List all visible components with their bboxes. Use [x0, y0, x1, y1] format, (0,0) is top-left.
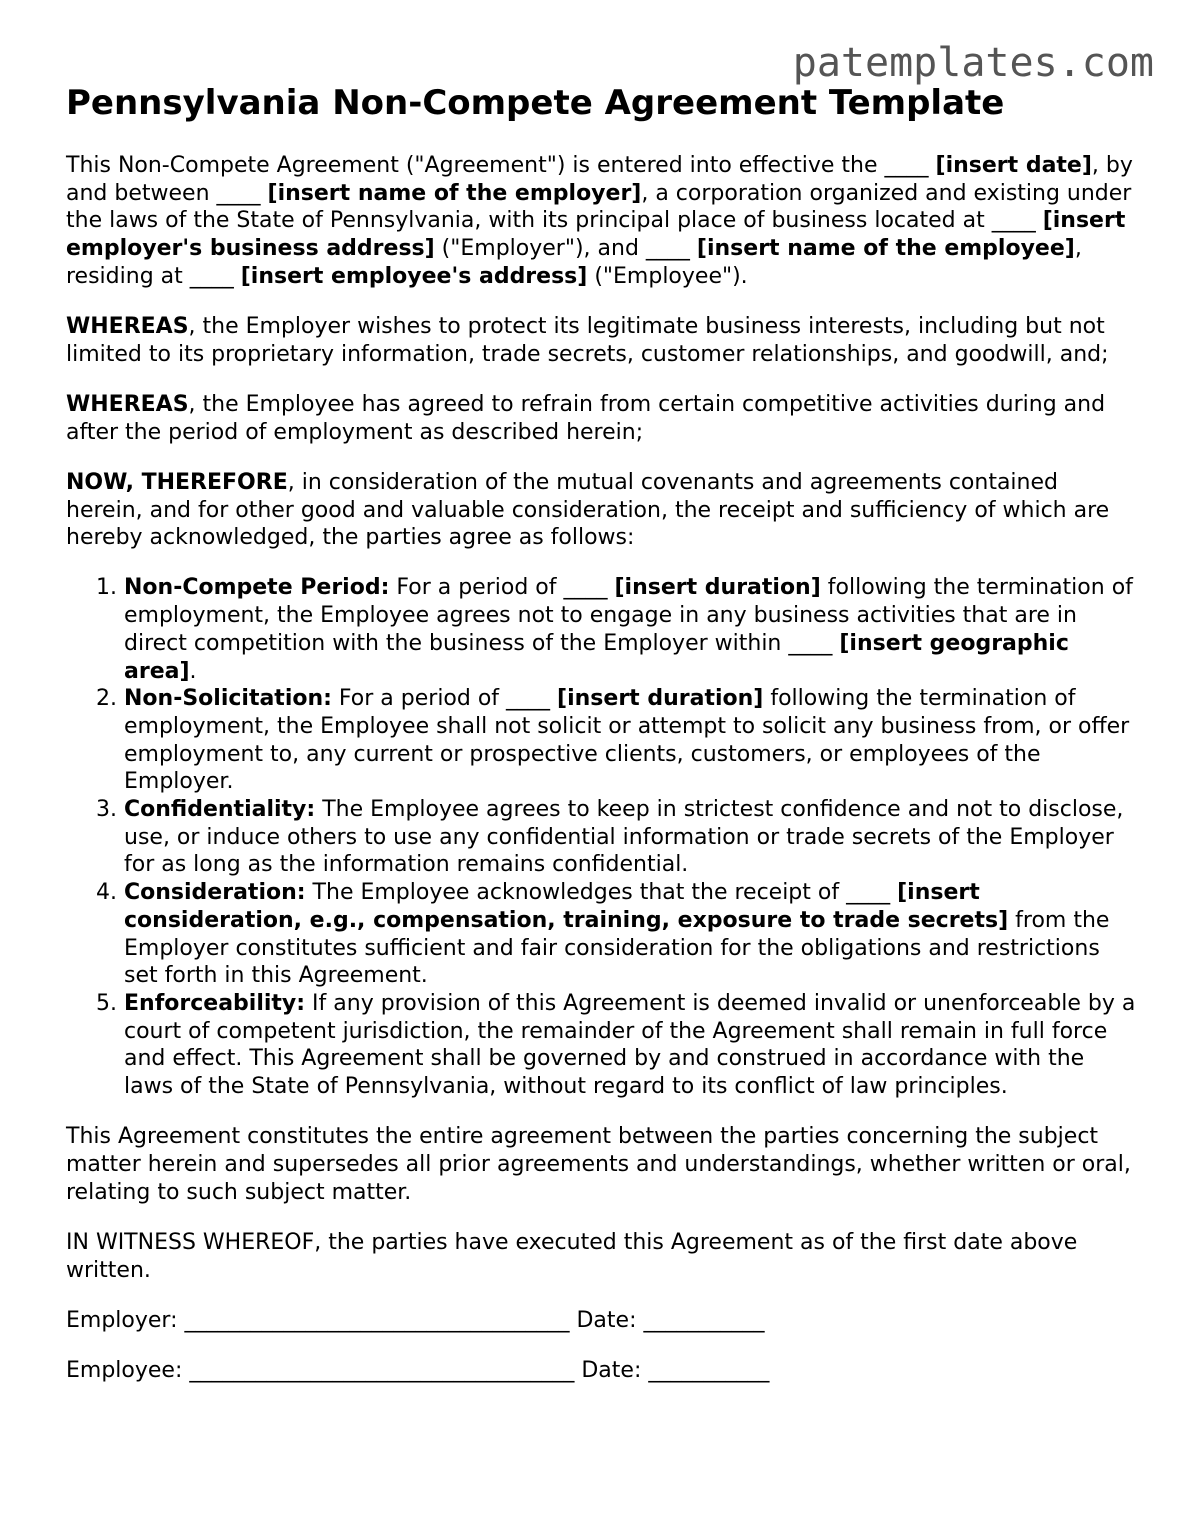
whereas-paragraph-2 — [66, 391, 1136, 446]
document-body — [66, 152, 1136, 1407]
whereas-text: , the Employee has agreed to refrain from certain competitive activities during and after the period of employment as described herein; — [66, 391, 1106, 445]
clause-heading: Consideration: — [124, 880, 306, 906]
clause-heading: Non-Compete Period: — [124, 575, 390, 601]
clause-text: The Employee agrees to keep in strictest confidence and not to disclose, use, or induce others to use any confidential information or trade secrets of the Employer for as long as the information remains confidential. — [124, 797, 1124, 878]
clause-heading: Enforceability: — [124, 990, 306, 1016]
therefore-lead: NOW, THEREFORE — [66, 469, 288, 495]
placeholder-employer-address: [insert employer's business address] — [66, 208, 1126, 262]
clause-text: from the Employer constitutes sufficient and fair consideration for the obligations and restrictions set forth in this Agreement. — [124, 907, 1110, 989]
intro-text: , by and between ____ — [66, 153, 1133, 206]
clause-confidentiality — [124, 796, 1136, 879]
clause-heading: Non-Solicitation: — [124, 686, 332, 712]
clause-text: The Employee acknowledges that the receipt of ____ — [305, 880, 898, 906]
entire-agreement-paragraph: This Agreement constitutes the entire agreement between the parties concerning the subject matter herein and supersedes all prior agreements and understandings, whether written or oral, relating to such subject matter. — [66, 1124, 1131, 1205]
whereas-text: , the Employer wishes to protect its legitimate business interests, including but not limited to its proprietary information, trade secrets, customer relationships, and goodwill, and; — [66, 314, 1109, 367]
clause-heading: Confidentiality: — [124, 797, 316, 823]
placeholder-employee-name: [insert name of the employee] — [696, 236, 1075, 262]
witness-paragraph: IN WITNESS WHEREOF, the parties have executed this Agreement as of the first date above written. — [66, 1229, 1078, 1283]
clause-text: If any provision of this Agreement is deemed invalid or unenforceable by a court of competent jurisdiction, the remainder of the Agreement shall remain in full force and effect. This Agreement shall be governed by and construed in accordance with the laws of the State of Pennsylvania, without regard to its conflict of law principles. — [124, 990, 1136, 1100]
placeholder-duration: [insert duration] — [557, 686, 764, 712]
therefore-paragraph — [66, 469, 1136, 552]
therefore-text: , in consideration of the mutual covenants and agreements contained herein, and for other good and valuable consideration, the receipt and sufficiency of which are hereby acknowledged, the parties agree as follows: — [66, 469, 1110, 551]
clause-non-solicitation — [124, 685, 1136, 796]
placeholder-employee-address: [insert employee's address] — [240, 263, 588, 289]
watermark: patemplates.com — [792, 40, 1154, 86]
intro-text: , a corporation organized and existing under the laws of the State of Pennsylvania, with its principal place of business located at ____ — [66, 180, 1132, 234]
clause-consideration — [124, 879, 1136, 990]
clause-text: following the termination of employment, the Employee shall not solicit or attempt to solicit any business from, or offer employment to, any current or prospective clients, customers, or employees of the Employer. — [124, 686, 1130, 795]
whereas-paragraph-1 — [66, 313, 1136, 368]
placeholder-consideration: [insert consideration, e.g., compensation, training, exposure to trade secrets] — [124, 880, 1009, 933]
clause-text: For a period of ____ — [331, 686, 558, 712]
clause-text: following the termination of employment, the Employee agrees not to engage in any business activities that are in direct competition with the business of the Employer within ____ — [124, 575, 1133, 656]
clause-list — [66, 574, 1136, 1100]
intro-text: , residing at ____ — [66, 236, 1082, 289]
whereas-lead: WHEREAS — [66, 314, 189, 340]
clause-text: For a period of ____ — [389, 575, 615, 601]
placeholder-duration: [insert duration] — [614, 575, 821, 601]
employer-signature-line: Employer: ___________________________________ Date: ___________ — [66, 1307, 765, 1333]
clause-enforceability — [124, 990, 1136, 1101]
placeholder-geographic-area: [insert geographic area] — [124, 630, 1069, 684]
intro-text: This Non-Compete Agreement ("Agreement") is entered into effective the ____ — [66, 153, 936, 178]
whereas-lead: WHEREAS — [66, 391, 189, 417]
placeholder-date: [insert date] — [935, 153, 1092, 178]
clause-text: . — [189, 658, 197, 684]
intro-paragraph — [66, 152, 1136, 291]
intro-text: ("Employee"). — [587, 263, 748, 289]
intro-text: ("Employer"), and ____ — [434, 236, 697, 262]
clause-non-compete — [124, 574, 1136, 685]
placeholder-employer-name: [insert name of the employer] — [267, 180, 642, 206]
page-title: Pennsylvania Non-Compete Agreement Template — [66, 83, 1005, 123]
employee-signature-line: Employee: ___________________________________ Date: ___________ — [66, 1358, 770, 1384]
